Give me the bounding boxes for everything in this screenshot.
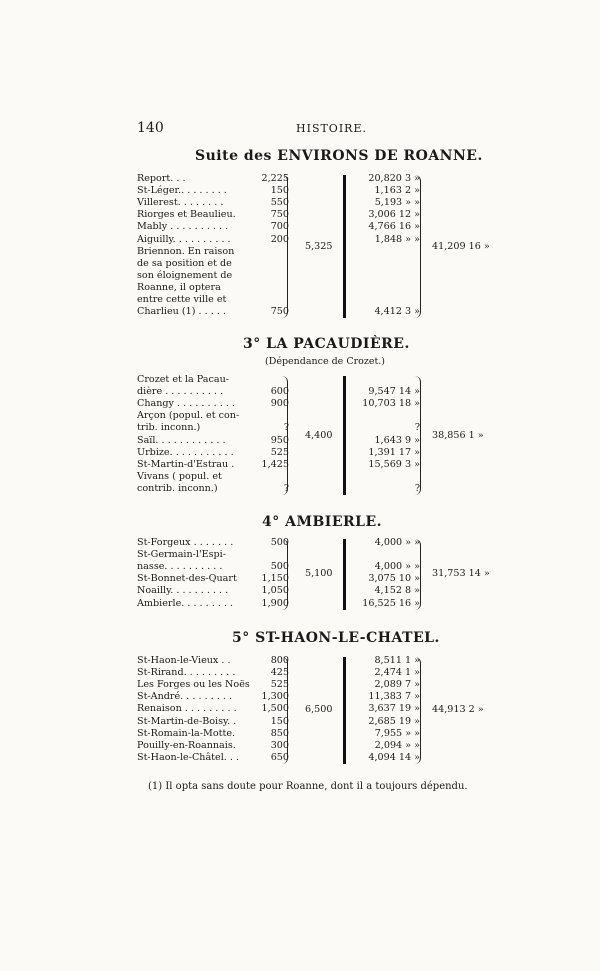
population-value: 750 (270, 209, 289, 221)
subtotal-population: 5,100 (305, 568, 333, 580)
contribution-value: 1,848 » » (374, 233, 420, 245)
table-row (0, 549, 600, 561)
contribution-value: 9,547 14 » (368, 386, 420, 398)
commune-name: Noailly. . . . . . . . . . (137, 585, 229, 597)
column-divider (343, 539, 346, 610)
population-value: 700 (270, 221, 289, 233)
commune-name: Vivans ( popul. et (137, 470, 222, 482)
commune-name: Pouilly-en-Roannais. (137, 739, 236, 751)
population-value: 300 (270, 739, 289, 751)
population-value: 800 (270, 655, 289, 666)
table-row (0, 716, 600, 728)
table-row (0, 306, 600, 318)
subtotal-population: 5,325 (305, 240, 333, 252)
population-value: 1,900 (261, 597, 289, 609)
table-row (0, 752, 600, 764)
commune-name: Crozet et la Pacau- (137, 374, 230, 385)
contribution-value: 7,955 » » (374, 727, 420, 739)
population-value: 1,500 (261, 703, 289, 715)
table-row (0, 740, 600, 752)
page-number: 140 (137, 120, 164, 136)
table-row (0, 691, 600, 703)
contribution-value: 15,569 3 » (368, 458, 420, 470)
running-title: HISTOIRE. (296, 122, 367, 135)
contribution-value: 2,474 1 » (374, 667, 420, 679)
contribution-brace (412, 657, 421, 764)
commune-name: St-Haon-le-Vieux . . (137, 655, 231, 666)
commune-name: Riorges et Beaulieu. (137, 209, 236, 221)
commune-name: St-Haon-le-Châtel. . . (137, 751, 240, 763)
commune-name: St-Romain-la-Motte. (137, 727, 236, 739)
table-row (0, 422, 600, 434)
table-row (0, 447, 600, 459)
commune-name: Roanne, il optera (137, 281, 221, 293)
commune-name: son éloignement de (137, 269, 233, 281)
table-row (0, 435, 600, 447)
subtotal-contribution: 38,856 1 » (432, 429, 484, 441)
subtotal-population: 6,500 (305, 704, 333, 716)
population-value: 1,150 (261, 573, 289, 585)
table-row (0, 374, 600, 386)
table-row (0, 209, 600, 221)
contribution-value: 1,391 17 » (368, 446, 420, 458)
population-value: 950 (270, 434, 289, 446)
commune-name: Arçon (popul. et con- (137, 410, 240, 422)
contribution-value: ? (414, 422, 420, 434)
commune-name: nasse. . . . . . . . . . (137, 561, 223, 573)
contribution-value: 3,075 10 » (368, 573, 420, 585)
population-value: 900 (270, 398, 289, 410)
contribution-value: 5,193 » » (374, 197, 420, 209)
contribution-brace (412, 175, 421, 318)
subtotal-contribution: 44,913 2 » (432, 704, 484, 716)
population-brace (281, 175, 288, 318)
commune-name: trib. inconn.) (137, 422, 201, 434)
commune-name: Ambierle. . . . . . . . . (137, 597, 234, 609)
population-value: 425 (270, 667, 289, 679)
contribution-value: 2,094 » » (374, 739, 420, 751)
table-row (0, 728, 600, 740)
contribution-value: 2,089 7 » (374, 679, 420, 691)
population-brace (281, 539, 288, 610)
table-row (0, 679, 600, 691)
section-title: 5° ST-HAON-LE-CHATEL. (232, 630, 440, 646)
contribution-value: 4,000 » » (374, 537, 420, 548)
table-row (0, 598, 600, 610)
contribution-value: 4,000 » » (374, 561, 420, 573)
commune-name: St-André. . . . . . . . . (137, 691, 233, 703)
table-row (0, 655, 600, 667)
table-row (0, 197, 600, 209)
commune-name: Report. . . (137, 173, 186, 184)
contribution-value: 3,637 19 » (368, 703, 420, 715)
commune-name: St-Germain-l'Espi- (137, 549, 226, 561)
footnote: (1) Il opta sans doute pour Roanne, dont il a toujours dépendu. (148, 781, 468, 792)
contribution-value: 4,412 3 » (374, 306, 420, 318)
population-value: 1,050 (261, 585, 289, 597)
table-row (0, 459, 600, 471)
table-row (0, 270, 600, 282)
table-row (0, 703, 600, 715)
commune-name: St-Rirand. . . . . . . . . (137, 667, 236, 679)
section-title: 4° AMBIERLE. (262, 514, 383, 530)
commune-name: Changy . . . . . . . . . . (137, 398, 235, 410)
table-row (0, 173, 600, 185)
commune-name: Villerest. . . . . . . . (137, 197, 224, 209)
contribution-brace (412, 539, 421, 610)
table-row (0, 246, 600, 258)
population-value: 650 (270, 751, 289, 763)
commune-name: St-Martin-d'Estrau . (137, 458, 235, 470)
population-value: 525 (270, 446, 289, 458)
table-row (0, 537, 600, 549)
population-value: 2,225 (261, 173, 289, 184)
commune-name: Mably . . . . . . . . . . (137, 221, 229, 233)
subtotal-contribution: 41,209 16 » (432, 240, 490, 252)
section-title: 3° LA PACAUDIÈRE. (243, 336, 410, 352)
commune-name: Renaison . . . . . . . . . (137, 703, 237, 715)
column-divider (343, 376, 346, 495)
table-row (0, 294, 600, 306)
population-value: 550 (270, 197, 289, 209)
population-value: 500 (270, 537, 289, 548)
contribution-value: 4,094 14 » (368, 751, 420, 763)
table-row (0, 234, 600, 246)
table-row (0, 573, 600, 585)
commune-name: St-Bonnet-des-Quart (137, 573, 237, 585)
table-row (0, 185, 600, 197)
commune-name: St-Léger.. . . . . . . . (137, 185, 227, 197)
commune-name: St-Forgeux . . . . . . . (137, 537, 234, 548)
commune-name: Charlieu (1) . . . . . (137, 306, 226, 318)
population-value: 200 (270, 233, 289, 245)
column-divider (343, 657, 346, 764)
section-title: Suite des ENVIRONS DE ROANNE. (195, 148, 483, 164)
table-row (0, 561, 600, 573)
population-brace (281, 657, 288, 764)
table-row (0, 258, 600, 270)
table-row (0, 410, 600, 422)
population-value: 600 (270, 386, 289, 398)
contribution-value: 3,006 12 » (368, 209, 420, 221)
commune-name: contrib. inconn.) (137, 482, 218, 494)
population-value: 150 (270, 185, 289, 197)
contribution-value: 1,643 9 » (374, 434, 420, 446)
contribution-value: 16,525 16 » (362, 597, 420, 609)
population-value: ? (283, 422, 289, 434)
subtotal-population: 4,400 (305, 429, 333, 441)
table-row (0, 398, 600, 410)
population-value: 1,425 (261, 458, 289, 470)
table-row (0, 221, 600, 233)
contribution-value: 10,703 18 » (362, 398, 420, 410)
table-row (0, 282, 600, 294)
contribution-value: ? (414, 482, 420, 494)
population-value: 750 (270, 306, 289, 318)
table-row (0, 585, 600, 597)
contribution-value: 11,383 7 » (368, 691, 420, 703)
population-value: 500 (270, 561, 289, 573)
contribution-value: 1,163 2 » (374, 185, 420, 197)
commune-name: Saïl. . . . . . . . . . . . (137, 434, 226, 446)
commune-name: Aiguilly. . . . . . . . . . (137, 233, 231, 245)
contribution-value: 20,820 3 » (368, 173, 420, 184)
population-value: 1,300 (261, 691, 289, 703)
table-row (0, 667, 600, 679)
population-value: 525 (270, 679, 289, 691)
column-divider (343, 175, 346, 318)
population-value: 850 (270, 727, 289, 739)
commune-name: dière . . . . . . . . . . (137, 386, 224, 398)
commune-name: Les Forges ou les Noës (137, 679, 250, 691)
commune-name: St-Martin-de-Boisy. . (137, 715, 237, 727)
subtotal-contribution: 31,753 14 » (432, 568, 490, 580)
commune-name: Briennon. En raison (137, 245, 235, 257)
population-value: 150 (270, 715, 289, 727)
population-value: ? (283, 482, 289, 494)
table-row (0, 483, 600, 495)
contribution-value: 2,685 19 » (368, 715, 420, 727)
commune-name: entre cette ville et (137, 294, 227, 305)
section-subtitle: (Dépendance de Crozet.) (265, 356, 386, 367)
contribution-value: 8,511 1 » (374, 655, 420, 666)
contribution-value: 4,152 8 » (374, 585, 420, 597)
commune-name: de sa position et de (137, 257, 232, 269)
table-row (0, 386, 600, 398)
population-brace (281, 376, 288, 495)
contribution-value: 4,766 16 » (368, 221, 420, 233)
commune-name: Urbize. . . . . . . . . . . (137, 446, 234, 458)
contribution-brace (412, 376, 421, 495)
table-row (0, 471, 600, 483)
